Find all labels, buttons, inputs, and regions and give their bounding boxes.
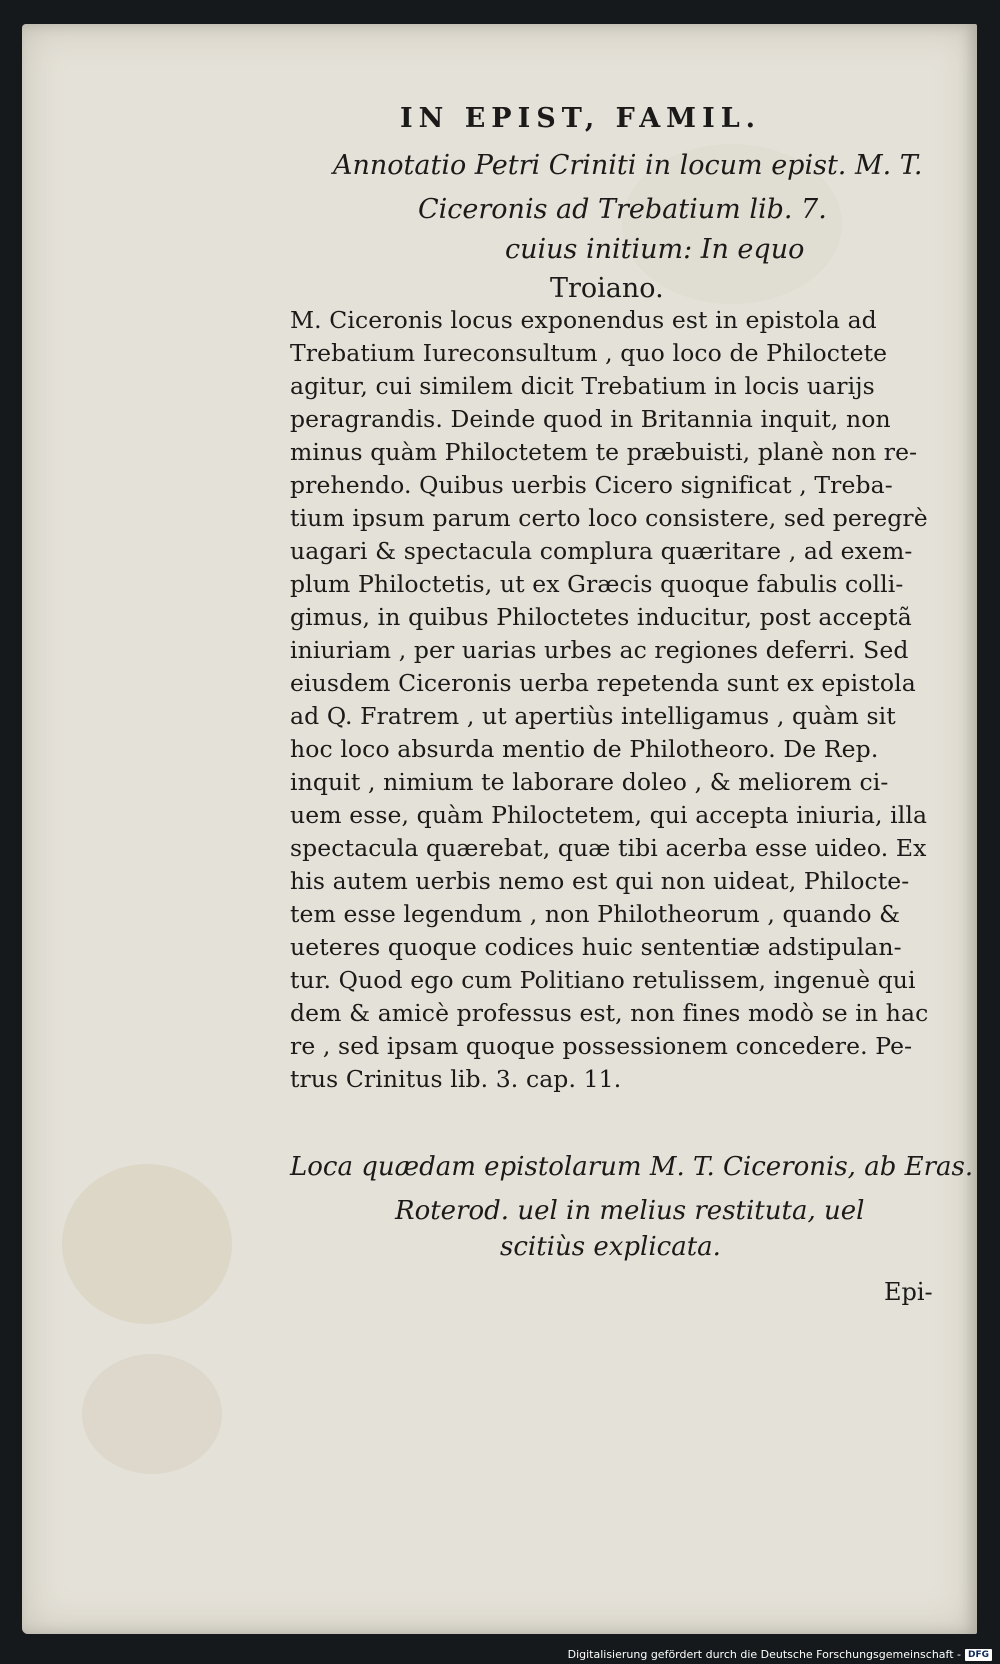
water-stain [62,1164,232,1324]
body-text-line: tium ipsum parum certo loco consistere, sed peregrè [290,504,928,532]
body-text-line: gimus, in quibus Philoctetes inducitur, post acceptã [290,603,912,631]
catchword: Epi- [884,1278,933,1306]
body-text-line: M. Ciceronis locus exponendus est in epistola ad [290,306,877,334]
body-text-line: uem esse, quàm Philoctetem, qui accepta iniuria, illa [290,801,928,829]
funding-credit [568,1648,992,1661]
annotation-title-line: Ciceronis ad Trebatium lib. 7. [418,194,827,225]
annotation-title-line: Annotatio Petri Criniti in locum epist. M. T. [333,150,923,181]
body-text-line: minus quàm Philoctetem te præbuisti, planè non re- [290,438,918,466]
annotation-title-line: cuius initium: In equo [505,234,805,265]
water-stain [82,1354,222,1474]
body-text-line: tur. Quod ego cum Politiano retulissem, ingenuè qui [290,966,916,994]
body-text-line: eiusdem Ciceronis uerba repetenda sunt ex epistola [290,669,916,697]
body-text-line: hoc loco absurda mentio de Philotheoro. De Rep. [290,735,879,763]
body-text-line: iniuriam , per uarias urbes ac regiones deferri. Sed [290,636,909,664]
body-text-line: tem esse legendum , non Philotheorum , quando & [290,900,901,928]
credit-text: Digitalisierung gefördert durch die Deutsche Forschungsgemeinschaft - [567,1648,961,1661]
body-text-line: dem & amicè professus est, non fines modò se in hac [290,999,929,1027]
body-text-line: plum Philoctetis, ut ex Græcis quoque fabulis colli- [290,570,904,598]
body-text-line: ad Q. Fratrem , ut apertiùs intelligamus , quàm sit [290,702,896,730]
next-section-heading-line: Loca quædam epistolarum M. T. Ciceronis, ab Eras. [290,1152,974,1182]
book-page [22,24,977,1634]
running-head: IN EPIST, FAMIL. [400,103,762,134]
annotation-title-line: Troiano. [550,273,664,304]
body-text-line: his autem uerbis nemo est qui non uideat, Philocte- [290,867,910,895]
body-text-line: spectacula quærebat, quæ tibi acerba esse uideo. Ex [290,834,927,862]
body-text-line: agitur, cui similem dicit Trebatium in locis uarijs [290,372,875,400]
body-text-line: inquit , nimium te laborare doleo , & meliorem ci- [290,768,889,796]
next-section-heading-line: scitiùs explicata. [500,1232,721,1262]
body-text-line: Trebatium Iureconsultum , quo loco de Philoctete [290,339,888,367]
body-text-line: ueteres quoque codices huic sententiæ adstipulan- [290,933,902,961]
body-text-line: prehendo. Quibus uerbis Cicero significat , Treba- [290,471,893,499]
body-text-line: peragrandis. Deinde quod in Britannia inquit, non [290,405,891,433]
body-text-line: trus Crinitus lib. 3. cap. 11. [290,1065,622,1093]
body-text-line: uagari & spectacula complura quæritare , ad exem- [290,537,913,565]
dfg-logo-icon: DFG [965,1649,992,1661]
next-section-heading-line: Roterod. uel in melius restituta, uel [395,1196,865,1226]
body-text-line: re , sed ipsam quoque possessionem concedere. Pe- [290,1032,913,1060]
